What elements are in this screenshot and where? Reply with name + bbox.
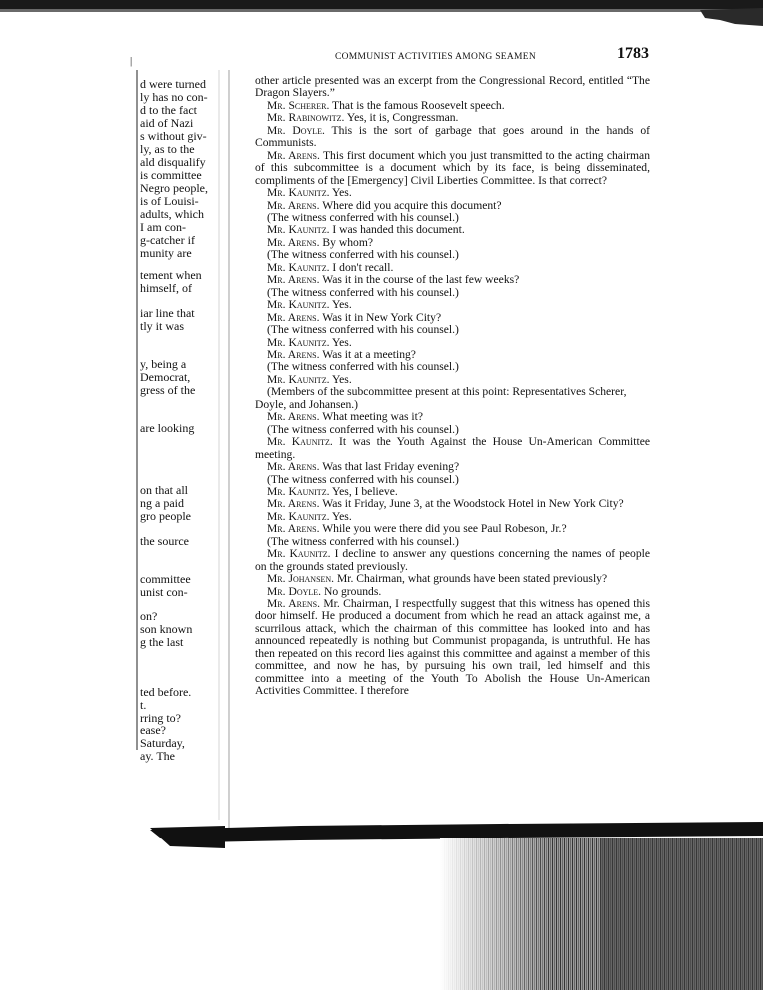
speech-paragraph [255,548,650,573]
speaker-name: Mr. Arens. [267,235,320,249]
stage-note: (Members of the subcommittee present at this point: Representatives Scherer, Doyle, and Johansen.) [255,385,627,411]
speech-text: That is the famous Roosevelt speech. [329,98,505,112]
speaker-name: Mr. Arens. [267,198,320,212]
speech-text: I decline to answer any questions concerning the names of people on the grounds stated previously. [255,547,650,573]
left-fragment-line: rring to? [140,711,181,725]
left-fragment-line: son known [140,622,193,636]
left-fragment-line: ay. The [140,749,175,763]
left-fragment-line: ly has no con- [140,90,208,104]
speaker-name: Mr. Kaunitz. [267,223,330,237]
speech-paragraph [255,274,650,286]
speech-text: This is the sort of garbage that goes around in the hands of Communists. [255,123,650,150]
bottom-bar-tail [150,826,225,848]
stage-note: (The witness conferred with his counsel.) [267,472,459,486]
left-fragment-line: ng a paid [140,496,184,510]
speech-text: Yes, I believe. [329,484,398,498]
running-title: COMMUNIST ACTIVITIES AMONG SEAMEN [335,52,537,62]
speaker-name: Mr. Kaunitz. [267,435,333,449]
speaker-name: Mr. Arens. [267,497,320,511]
speech-text: While you were there did you see Paul Robeson, Jr.? [319,522,567,536]
continued-paragraph: other article presented was an excerpt from the Congressional Record, entitled “The Dragon Slayers.” [255,74,650,100]
speech-paragraph [255,411,650,423]
speech-text: This first document which you just transmitted to the acting chairman of this subcommittee is a document which by its face, is being disseminated, compliments of the [Emergency] Civil Liberties Committee. Is that correct? [255,148,650,187]
speech-text: Yes. [329,186,352,200]
top-border-shadow [0,9,763,12]
top-right-smudge [700,8,763,26]
left-fragment-line: ly, as to the [140,142,195,156]
speaker-name: Mr. Kaunitz. [267,186,330,200]
stage-note: (The witness conferred with his counsel.) [267,248,459,262]
left-fragment-line: is of Louisi- [140,194,199,208]
left-fragment-line: t. [140,698,147,712]
left-fragment-line: are looking [140,421,195,435]
speech-text: What meeting was it? [319,410,423,424]
stage-note: (The witness conferred with his counsel.) [267,534,459,548]
left-fragment-line: munity are [140,246,192,260]
speech-paragraph [255,125,650,150]
speech-paragraph [255,598,650,698]
left-fragment-line: on? [140,609,158,623]
speaker-name: Mr. Kaunitz. [267,298,330,312]
left-fragment-line: Negro people, [140,181,208,195]
speaker-name: Mr. Kaunitz. [267,372,330,386]
left-fragment-line: y, being a [140,357,187,371]
speech-paragraph [255,436,650,461]
speaker-name: Mr. Rabinowitz. [267,111,345,125]
top-border-band [0,0,763,9]
speaker-name: Mr. Arens. [267,310,320,324]
left-fragment-line: g the last [140,635,184,649]
speaker-name: Mr. Arens. [267,410,320,424]
speaker-name: Mr. Arens. [267,273,320,287]
speech-text: It was the Youth Against the House Un-American Committee meeting. [255,435,650,461]
speech-text: Mr. Chairman, what grounds have been stated previously? [334,572,608,586]
speech-text: I don't recall. [329,260,394,274]
speech-text: Mr. Chairman, I respectfully suggest that this witness has opened this door himself. He produced a document from which he read an attack against me, a scurrilous attack, which the chairman of this committee has looked into and has announced repeatedly is nothing but Communist propaganda, is untruthful. He has then repeated on this record lies against this committee and against a member of this committee, and now he has, by pursuing his own trail, led himself and this committee into a meeting of the Youth To Abolish the House Un-American Activities Committee. I therefore [255,597,650,698]
speaker-name: Mr. Doyle. [267,584,322,598]
speech-paragraph [255,461,650,473]
left-fragment-line: d were turned [140,77,206,91]
left-fragment-line: iar line that [140,306,195,320]
speech-text: No grounds. [321,584,382,598]
left-fragment-line: ease? [140,723,166,737]
left-fragment-line: adults, which [140,207,204,221]
left-fragment-line: aid of Nazi [140,116,194,130]
speech-text: Was it in New York City? [319,310,442,324]
speaker-name: Mr. Arens. [267,597,320,611]
speaker-name: Mr. Arens. [267,148,320,162]
speech-text: Was it Friday, June 3, at the Woodstock Hotel in New York City? [319,497,624,511]
speech-paragraph [255,150,650,187]
speaker-name: Mr. Kaunitz. [267,509,330,523]
left-fragment-line: d to the fact [140,103,197,117]
speaker-name: Mr. Scherer. [267,98,330,112]
noise-dark-core [600,838,763,990]
left-fragment-line: the source [140,534,189,548]
speaker-name: Mr. Arens. [267,347,320,361]
page-number: 1783 [617,45,649,62]
speech-text: Yes. [329,335,352,349]
speech-text: Yes. [329,509,352,523]
stage-note: (The witness conferred with his counsel.) [267,323,459,337]
speaker-name: Mr. Arens. [267,522,320,536]
left-margin-mark: | [130,55,133,67]
speaker-name: Mr. Doyle. [267,123,325,137]
speech-text: Was it at a meeting? [319,347,416,361]
left-fragment-line: Democrat, [140,370,191,384]
left-fragment-line: I am con- [140,220,186,234]
left-fragment-line: tement when [140,268,202,282]
speech-text: By whom? [319,235,373,249]
stage-note: (The witness conferred with his counsel.) [267,285,459,299]
stage-note: (The witness conferred with his counsel.) [267,360,459,374]
left-fragment-line: ald disqualify [140,155,206,169]
speech-text: I was handed this document. [329,223,465,237]
speech-text: Was that last Friday evening? [319,460,460,474]
speaker-name: Mr. Kaunitz. [267,484,330,498]
speech-text: Where did you acquire this document? [319,198,502,212]
left-fragment-line: on that all [140,483,188,497]
left-fragment-line: gress of the [140,383,196,397]
speaker-name: Mr. Kaunitz. [267,335,330,349]
left-fragment-line: gro people [140,509,191,523]
left-fragment-line: ted before. [140,685,192,699]
speaker-name: Mr. Johansen. [267,572,335,586]
speaker-name: Mr. Kaunitz. [267,260,330,274]
left-fragment-line: committee [140,572,191,586]
speech-text: Yes. [329,298,352,312]
left-fragment-line: s without giv- [140,129,207,143]
speech-text: Yes, it is, Congressman. [344,111,459,125]
left-fragment-line: unist con- [140,585,188,599]
speaker-name: Mr. Kaunitz. [267,547,331,561]
speech-text: Was it in the course of the last few weeks? [319,273,520,287]
hearing-transcript-body [255,75,650,698]
speech-paragraph [255,523,650,535]
left-fragment-line: is committee [140,168,202,182]
left-fragment-line: g-catcher if [140,233,195,247]
speaker-name: Mr. Arens. [267,460,320,474]
left-fragment-line: Saturday, [140,736,185,750]
stage-note: (The witness conferred with his counsel.) [267,210,459,224]
left-fragment-line: tly it was [140,319,184,333]
left-fragment-line: himself, of [140,281,192,295]
stage-note: (The witness conferred with his counsel.) [267,422,459,436]
speech-text: Yes. [329,372,352,386]
